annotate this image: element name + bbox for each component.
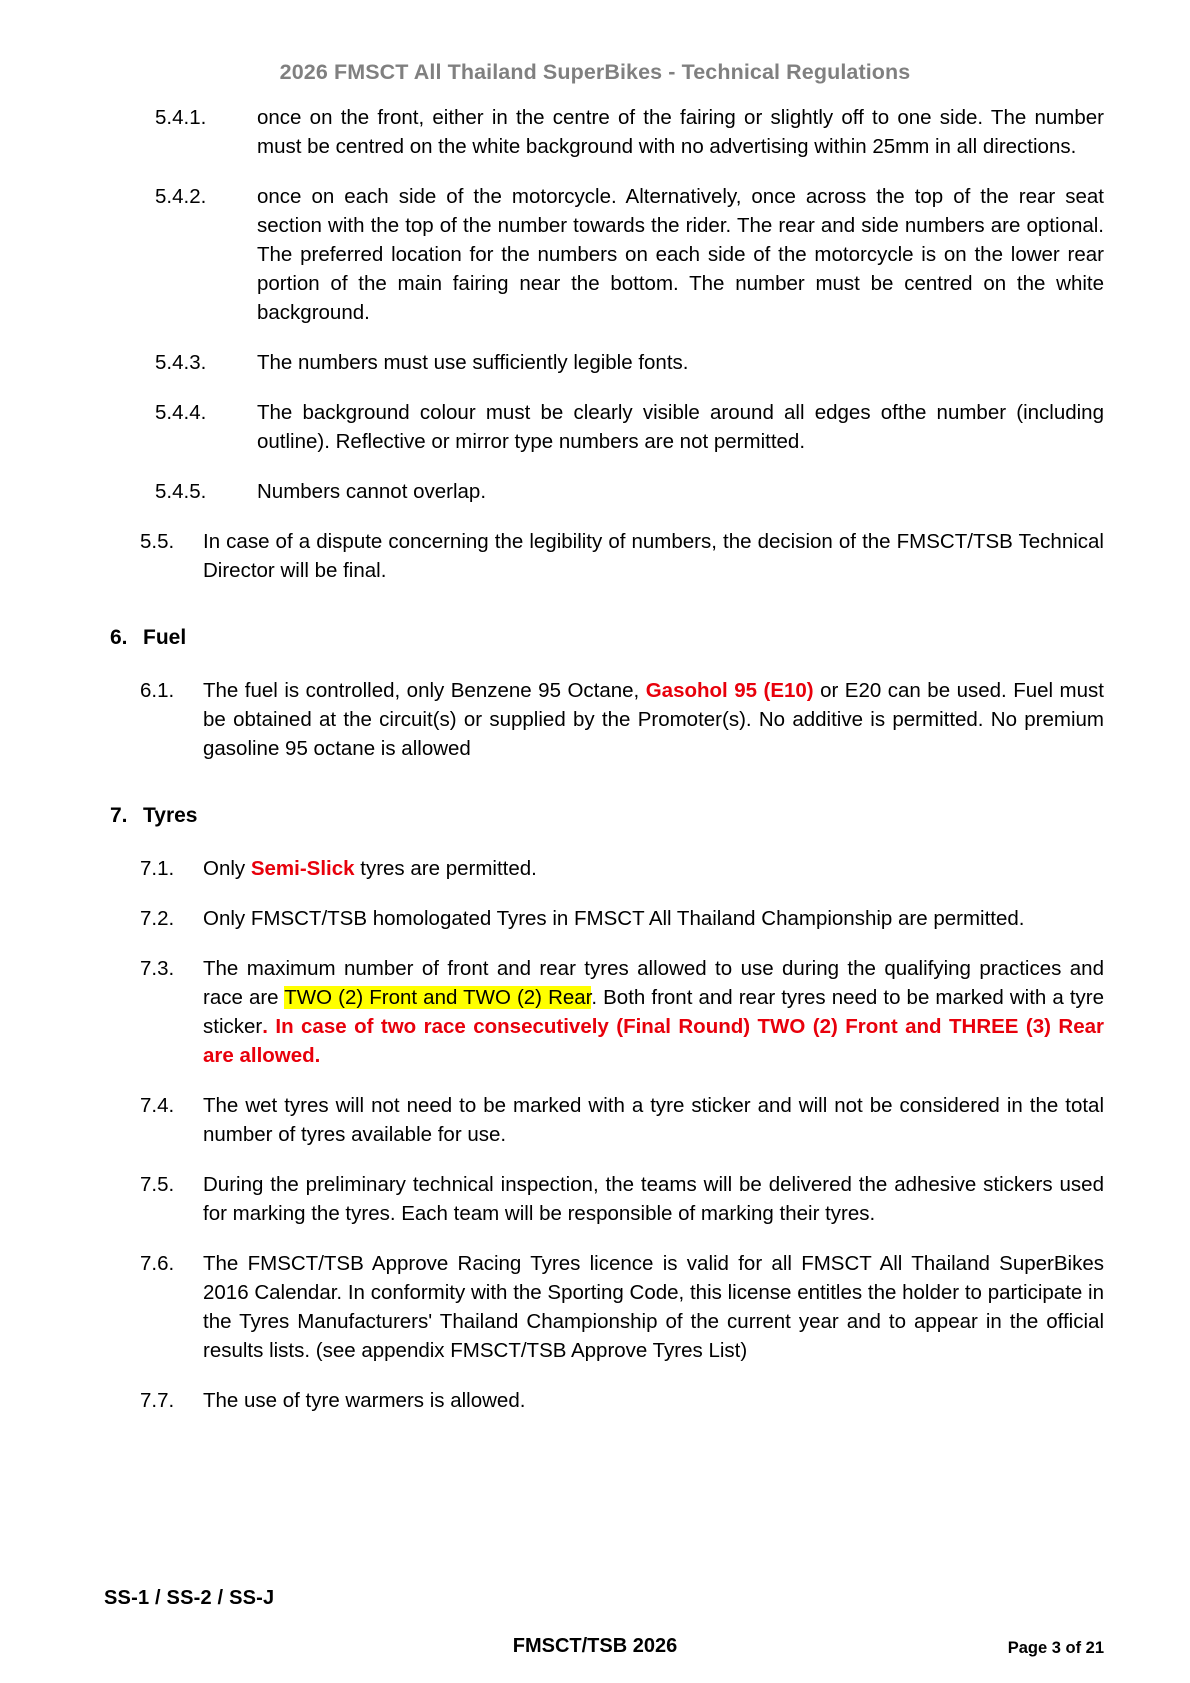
- clause-7-2: [0, 904, 1104, 933]
- clause-text: [203, 676, 1104, 763]
- clause-number: 5.4.3.: [155, 351, 207, 374]
- section-number: 6.: [110, 626, 128, 649]
- clause-5-4-3: [0, 348, 1104, 377]
- section-label: Tyres: [143, 804, 198, 827]
- clause-text: Numbers cannot overlap.: [257, 480, 487, 503]
- emphasis-final-round-tyres: . In case of two race consecutively (Final Round) TWO (2) Front and THREE (3) Rear are allowed.: [203, 1015, 1104, 1067]
- page-header-title: 2026 FMSCT All Thailand SuperBikes - Technical Regulations: [279, 60, 911, 84]
- clause-text: once on the front, either in the centre of the fairing or slightly off to one side. The number must be centred on the white background with no advertising within 25mm in all directions.: [257, 106, 1104, 158]
- clause-text: In case of a dispute concerning the legibility of numbers, the decision of the FMSCT/TSB Technical Director will be final.: [203, 530, 1104, 582]
- clause-5-5: [0, 527, 1104, 585]
- clause-text: During the preliminary technical inspection, the teams will be delivered the adhesive stickers used for marking the tyres. Each team will be responsible of marking their tyres.: [203, 1173, 1104, 1225]
- clause-number: 7.4.: [140, 1094, 175, 1117]
- clause-7-7: [0, 1386, 1104, 1415]
- clause-6-1: [0, 676, 1104, 763]
- clause-text-part-2: . Both front and rear tyres need to be marked with a tyre sticker: [203, 986, 1104, 1038]
- clause-number: 7.5.: [140, 1173, 175, 1196]
- clause-text: [203, 954, 1104, 1070]
- clause-7-4: [0, 1091, 1104, 1149]
- section-heading-tyres: [0, 801, 1104, 830]
- clause-text: Only FMSCT/TSB homologated Tyres in FMSCT All Thailand Championship are permitted.: [203, 907, 1025, 930]
- clause-number: 6.1.: [140, 679, 175, 702]
- clause-number: 7.2.: [140, 907, 175, 930]
- clause-5-4-4: [0, 398, 1104, 456]
- clause-text-part-1: The fuel is controlled, only Benzene 95 Octane,: [203, 679, 646, 702]
- clause-5-4-1: [0, 103, 1104, 161]
- clause-text-part-2: tyres are permitted.: [354, 857, 537, 880]
- clause-number: 7.6.: [140, 1252, 175, 1275]
- footer-class-codes: SS-1 / SS-2 / SS-J: [104, 1587, 275, 1609]
- clause-text: once on each side of the motorcycle. Alternatively, once across the top of the rear seat section with the top of the number towards the rider. The rear and side numbers are optional. The preferred location for the numbers on each side of the motorcycle is on the lower rear portion of the main fairing near the bottom. The number must be centred on the white background.: [257, 185, 1104, 324]
- emphasis-semi-slick: Semi-Slick: [250, 857, 355, 880]
- clause-text: The numbers must use sufficiently legible fonts.: [257, 351, 689, 374]
- clause-5-4-2: [0, 182, 1104, 327]
- page-footer: [0, 1563, 1190, 1683]
- clause-number: 7.1.: [140, 857, 175, 880]
- highlighted-tyre-allocation: TWO (2) Front and TWO (2) Rear: [284, 986, 592, 1009]
- emphasis-gasohol: Gasohol 95 (E10): [645, 679, 814, 702]
- clause-7-3: [0, 954, 1104, 1070]
- clause-text: The use of tyre warmers is allowed.: [203, 1389, 526, 1412]
- document-body: [0, 103, 1190, 1436]
- clause-number: 5.4.4.: [155, 401, 207, 424]
- clause-text: The background colour must be clearly visible around all edges ofthe number (including outline). Reflective or mirror type numbers are not permitted.: [257, 401, 1104, 453]
- section-number: 7.: [110, 804, 128, 827]
- footer-page-number: Page 3 of 21: [1007, 1639, 1104, 1657]
- clause-number: 7.3.: [140, 957, 175, 980]
- clause-text: [203, 854, 1104, 883]
- clause-text-part-2: or E20 can be used. Fuel must be obtained at the circuit(s) or supplied by the Promoter(s). No additive is permitted. No premium gasoline 95 octane is allowed: [203, 679, 1104, 760]
- footer-organisation: FMSCT/TSB 2026: [512, 1635, 678, 1657]
- clause-number: 5.5.: [140, 530, 175, 553]
- clause-number: 7.7.: [140, 1389, 175, 1412]
- clause-number: 5.4.2.: [155, 185, 207, 208]
- clause-7-6: [0, 1249, 1104, 1365]
- clause-7-5: [0, 1170, 1104, 1228]
- clause-number: 5.4.1.: [155, 106, 207, 129]
- clause-text-part-1: The maximum number of front and rear tyres allowed to use during the qualifying practices and race are: [203, 957, 1104, 1009]
- clause-number: 5.4.5.: [155, 480, 207, 503]
- section-label: Fuel: [143, 626, 187, 649]
- clause-7-1: [0, 854, 1104, 883]
- clause-5-4-5: [0, 477, 1104, 506]
- clause-text: The wet tyres will not need to be marked with a tyre sticker and will not be considered in the total number of tyres available for use.: [203, 1094, 1104, 1146]
- section-heading-fuel: [0, 623, 1104, 652]
- clause-text: The FMSCT/TSB Approve Racing Tyres licence is valid for all FMSCT All Thailand SuperBikes 2016 Calendar. In conformity with the Sporting Code, this license entitles the holder to participate in the Tyres Manufacturers' Thailand Championship of the current year and to appear in the official results lists. (see appendix FMSCT/TSB Approve Tyres List): [203, 1252, 1104, 1362]
- clause-text-part-1: Only: [203, 857, 251, 880]
